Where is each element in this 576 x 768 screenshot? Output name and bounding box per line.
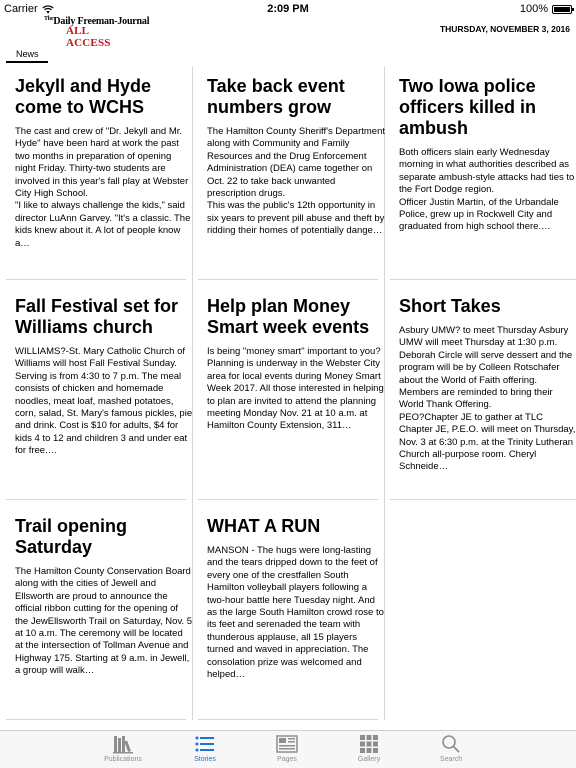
tab-label: Gallery bbox=[357, 756, 381, 763]
story-summary: Is being "money smart" important to you? Planning is underway in the Webster City area for local events during Money Smart Week 2017. All those interested in helping to plan are invited to attend the planning meeting Monday Nov. 21 at 10 a.m. at Hamilton County Extension, 311… bbox=[207, 346, 384, 432]
story-title: Two Iowa police officers killed in ambush bbox=[399, 76, 537, 138]
tab-label: Search bbox=[439, 756, 463, 763]
tab-stories[interactable] bbox=[165, 734, 245, 763]
story-grid bbox=[0, 66, 576, 726]
story-title: WHAT A RUN bbox=[207, 516, 321, 536]
story-card[interactable] bbox=[15, 516, 193, 726]
status-right bbox=[520, 3, 572, 15]
section-tabs bbox=[6, 44, 48, 63]
tab-search[interactable] bbox=[411, 734, 491, 763]
story-card[interactable] bbox=[207, 516, 385, 726]
story-card[interactable] bbox=[15, 76, 193, 286]
tab-gallery[interactable] bbox=[329, 734, 409, 763]
story-summary: MANSON - The hugs were long-lasting and the tears dripped down to the feet of every one of the crestfallen South Hamilton volleyball players following a two-hour battle here Tuesday night. And as the large South Hamilton crowd rose to its feet and serenaded the team with thunderous applause, all 15 players turned and waved in appreciation. The consolation prize was welcomed and helped… bbox=[207, 545, 384, 681]
story-card[interactable] bbox=[399, 296, 576, 506]
issue-date: THURSDAY, NOVEMBER 3, 2016 bbox=[439, 24, 570, 34]
story-summary: The Hamilton County Conservation Board along with the cities of Jewell and Ellsworth are proud to announce the official ribbon cutting for the opening of the JewEllsworth Trail on Saturday, Nov. 5 at 10 a.m. The ceremony will be located at the intersection of Tollman Avenue and Highway 175. Starting at 9 a.m. in Jewell, a group will walk… bbox=[15, 566, 193, 677]
pages-icon bbox=[276, 734, 298, 754]
story-summary: The Hamilton County Sheriff's Department along with Community and Family Resources and the Drug Enforcement Administration (DEA) came together on Oct. 22 to take back unwanted prescription drugs. This was the public's 12th opportunity in six years to prevent pill abuse and theft by ridding their homes of potentially dange… bbox=[207, 126, 385, 237]
tab-label: Stories bbox=[194, 756, 216, 763]
battery-percent: 100% bbox=[519, 3, 548, 15]
story-card[interactable] bbox=[207, 296, 385, 506]
story-summary: WILLIAMS?-St. Mary Catholic Church of Williams will host Fall Festival Sunday. Serving is from 4:30 to 7 p.m. The meal consists of chicken and homemade noodles, meat loaf, mashed potatoes, corn, salad, St. Mary's famous pickles, pie and drink. Cost is $10 for adults, $4 for kids 4 to 12 and children 3 and under eat for free.… bbox=[15, 346, 193, 457]
publications-icon bbox=[112, 734, 134, 754]
carrier-label: Carrier bbox=[4, 3, 38, 15]
search-icon bbox=[440, 734, 462, 754]
tab-label: Pages bbox=[277, 756, 297, 763]
masthead-logo[interactable] bbox=[44, 16, 150, 49]
story-card[interactable] bbox=[399, 76, 576, 286]
bottom-tab-bar bbox=[0, 730, 576, 768]
story-card[interactable] bbox=[207, 76, 385, 286]
story-summary: The cast and crew of "Dr. Jekyll and Mr. Hyde" have been hard at work the past two months in preparation of opening night Friday. Thirty-two students are involved in this year's fall play at Webster City High School. "I like to always challenge the kids," said director LuAnn Garvey. "It's a classic. The kids knew about it. A lot of people know a… bbox=[15, 126, 191, 249]
story-title: Short Takes bbox=[399, 296, 501, 316]
story-title: Fall Festival set for Williams church bbox=[15, 296, 179, 337]
story-title: Help plan Money Smart week events bbox=[207, 296, 370, 337]
story-summary: Asbury UMW? to meet Thursday Asbury UMW will meet Thursday at 1:30 p.m. Deborah Circle will serve dessert and the program will be by Colleen Rotschafer about the World of Faith offering. Members are reminded to bring their World Thank Offering. PEO?Chapter JE to gather at TLC Chapter JE, P.E.O. will meet on Thursday, Nov. 3 at 6:30 p.m. at the Trinity Lutheran Church all-purpose room. Cheryl Schneide… bbox=[399, 325, 576, 473]
masthead-the: The bbox=[44, 16, 54, 22]
tab-news[interactable]: News bbox=[6, 48, 48, 63]
tab-label: Publications bbox=[104, 756, 142, 763]
story-summary: Both officers slain early Wednesday morning in what authorities described as separate ambush-style attacks had ties to the Fort Dodge region. Officer Justin Martin, of the Urbandale Police, grew up in Rockwell City and graduated from high school there.… bbox=[399, 147, 575, 233]
story-title: Trail opening Saturday bbox=[15, 516, 128, 557]
list-icon bbox=[194, 734, 216, 754]
masthead-subtitle: ALL ACCESS bbox=[66, 25, 111, 49]
tab-publications[interactable] bbox=[83, 734, 163, 763]
story-title: Jekyll and Hyde come to WCHS bbox=[15, 76, 152, 117]
masthead-name: Daily Freeman-Journal bbox=[53, 16, 150, 27]
battery-icon bbox=[552, 5, 572, 14]
battery-fill bbox=[554, 7, 570, 12]
status-time: 2:09 PM bbox=[267, 3, 309, 15]
tab-pages[interactable] bbox=[247, 734, 327, 763]
gallery-icon bbox=[358, 734, 380, 754]
story-card[interactable] bbox=[15, 296, 193, 506]
story-title: Take back event numbers grow bbox=[207, 76, 345, 117]
